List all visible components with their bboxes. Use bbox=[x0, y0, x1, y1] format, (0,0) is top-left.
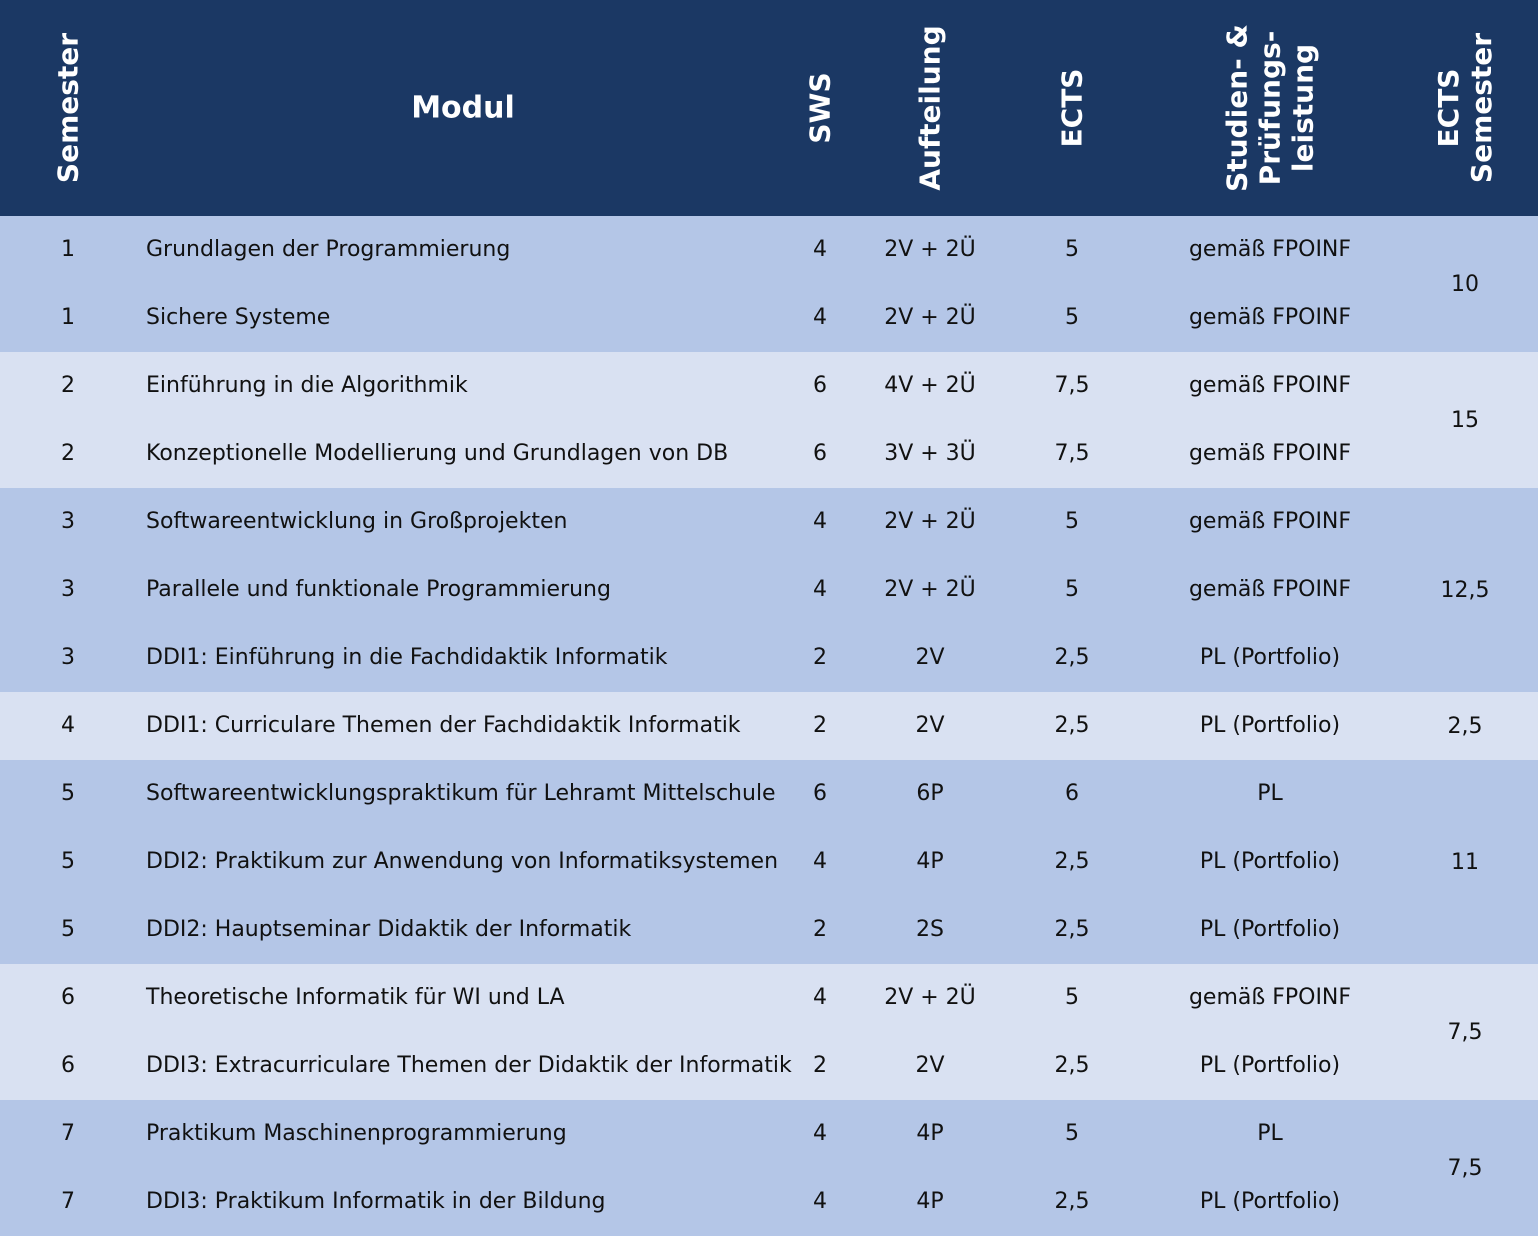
table-row bbox=[0, 1032, 1538, 1100]
ects-semester-cell: 12,5 bbox=[1440, 577, 1490, 603]
ects-semester-cell: 7,5 bbox=[1447, 1155, 1483, 1181]
header-aufteilung bbox=[860, 0, 1000, 216]
ects-semester-cell: 11 bbox=[1451, 849, 1479, 875]
table-row bbox=[0, 556, 1538, 624]
table-row bbox=[0, 896, 1538, 964]
leistung-cell: PL (Portfolio) bbox=[1199, 713, 1341, 738]
aufteilung-cell: 2V + 2Ü bbox=[884, 985, 976, 1010]
modul-cell: Theoretische Informatik für WI und LA bbox=[146, 985, 565, 1010]
table-row bbox=[0, 828, 1538, 896]
semester-cell: 7 bbox=[61, 1121, 75, 1146]
aufteilung-cell: 2S bbox=[916, 917, 944, 942]
ects-cell: 5 bbox=[1065, 237, 1079, 262]
leistung-cell: gemäß FPOINF bbox=[1188, 441, 1352, 466]
modul-cell: DDI2: Praktikum zur Anwendung von Informatiksystemen bbox=[146, 849, 779, 874]
sws-cell: 4 bbox=[813, 509, 827, 534]
ects-semester-cell: 15 bbox=[1451, 407, 1479, 433]
table-row bbox=[0, 284, 1538, 352]
semester-cell: 5 bbox=[61, 781, 75, 806]
semester-cell: 6 bbox=[61, 985, 75, 1010]
modul-cell: Einführung in die Algorithmik bbox=[146, 373, 468, 398]
table-row bbox=[0, 488, 1538, 556]
modul-cell: Softwareentwicklung in Großprojekten bbox=[146, 509, 568, 534]
aufteilung-cell: 4V + 2Ü bbox=[884, 373, 976, 398]
table-row bbox=[0, 1168, 1538, 1236]
semester-cell: 2 bbox=[61, 441, 75, 466]
modul-cell: DDI2: Hauptseminar Didaktik der Informatik bbox=[146, 917, 632, 942]
semester-cell: 6 bbox=[61, 1053, 75, 1078]
leistung-cell: gemäß FPOINF bbox=[1188, 577, 1352, 602]
ects-cell: 7,5 bbox=[1054, 373, 1090, 398]
modul-cell: DDI1: Einführung in die Fachdidaktik Informatik bbox=[146, 645, 668, 670]
table-row bbox=[0, 760, 1538, 828]
sws-cell: 2 bbox=[813, 917, 827, 942]
header-semester-label: Semester bbox=[51, 32, 85, 184]
ects-cell: 2,5 bbox=[1054, 1189, 1090, 1214]
aufteilung-cell: 3V + 3Ü bbox=[884, 441, 976, 466]
sws-cell: 6 bbox=[813, 373, 827, 398]
sws-cell: 4 bbox=[813, 985, 827, 1010]
aufteilung-cell: 2V bbox=[915, 713, 945, 738]
aufteilung-cell: 4P bbox=[916, 849, 944, 874]
table-row bbox=[0, 964, 1538, 1032]
semester-cell: 5 bbox=[61, 849, 75, 874]
semester-cell: 3 bbox=[61, 509, 75, 534]
leistung-cell: gemäß FPOINF bbox=[1188, 509, 1352, 534]
header-modul-label: Modul bbox=[411, 90, 515, 126]
semester-cell: 4 bbox=[61, 713, 75, 738]
ects-semester-cell: 7,5 bbox=[1447, 1019, 1483, 1045]
sws-cell: 4 bbox=[813, 237, 827, 262]
header-leistung bbox=[1150, 0, 1390, 216]
semester-cell: 7 bbox=[61, 1189, 75, 1214]
semester-cell: 5 bbox=[61, 917, 75, 942]
ects-cell: 5 bbox=[1065, 985, 1079, 1010]
ects-cell: 2,5 bbox=[1054, 917, 1090, 942]
semester-cell: 2 bbox=[61, 373, 75, 398]
modul-cell: Sichere Systeme bbox=[146, 305, 331, 330]
aufteilung-cell: 2V + 2Ü bbox=[884, 509, 976, 534]
semester-group bbox=[0, 488, 1538, 692]
semester-group bbox=[0, 352, 1538, 488]
aufteilung-cell: 6P bbox=[916, 781, 944, 806]
sws-cell: 6 bbox=[813, 441, 827, 466]
ects-cell: 5 bbox=[1065, 1121, 1079, 1146]
aufteilung-cell: 4P bbox=[916, 1121, 944, 1146]
header-ects-semester-line-2: Semester bbox=[1465, 32, 1498, 184]
table-row bbox=[0, 692, 1538, 760]
header-sws bbox=[790, 0, 850, 216]
header-ects bbox=[1022, 0, 1122, 216]
semester-group bbox=[0, 760, 1538, 964]
semester-cell: 1 bbox=[61, 237, 75, 262]
aufteilung-cell: 4P bbox=[916, 1189, 944, 1214]
modul-cell: Konzeptionelle Modellierung und Grundlagen von DB bbox=[146, 441, 729, 466]
table-row bbox=[0, 624, 1538, 692]
sws-cell: 4 bbox=[813, 305, 827, 330]
sws-cell: 4 bbox=[813, 1189, 827, 1214]
leistung-cell: PL (Portfolio) bbox=[1199, 1189, 1341, 1214]
ects-cell: 6 bbox=[1065, 781, 1079, 806]
sws-cell: 4 bbox=[813, 849, 827, 874]
header-leistung-line-2: Prüfungs- bbox=[1253, 30, 1287, 186]
leistung-cell: gemäß FPOINF bbox=[1188, 373, 1352, 398]
sws-cell: 4 bbox=[813, 577, 827, 602]
header-ects-semester bbox=[1395, 0, 1535, 216]
ects-cell: 5 bbox=[1065, 509, 1079, 534]
leistung-cell: PL (Portfolio) bbox=[1199, 645, 1341, 670]
leistung-cell: PL bbox=[1257, 1121, 1283, 1146]
leistung-cell: PL (Portfolio) bbox=[1199, 849, 1341, 874]
ects-cell: 5 bbox=[1065, 305, 1079, 330]
ects-cell: 2,5 bbox=[1054, 1053, 1090, 1078]
leistung-cell: gemäß FPOINF bbox=[1188, 237, 1352, 262]
modul-cell: Praktikum Maschinenprogrammierung bbox=[146, 1121, 567, 1146]
sws-cell: 2 bbox=[813, 1053, 827, 1078]
header-leistung-line-3: leistung bbox=[1286, 43, 1320, 173]
leistung-cell: gemäß FPOINF bbox=[1188, 305, 1352, 330]
table-header bbox=[0, 0, 1538, 216]
header-ects-semester-line-1: ECTS bbox=[1431, 68, 1465, 148]
aufteilung-cell: 2V + 2Ü bbox=[884, 305, 976, 330]
modul-cell: DDI3: Praktikum Informatik in der Bildung bbox=[146, 1189, 606, 1214]
semester-cell: 1 bbox=[61, 305, 75, 330]
ects-cell: 2,5 bbox=[1054, 849, 1090, 874]
ects-cell: 2,5 bbox=[1054, 713, 1090, 738]
sws-cell: 2 bbox=[813, 713, 827, 738]
aufteilung-cell: 2V + 2Ü bbox=[884, 577, 976, 602]
semester-group bbox=[0, 964, 1538, 1100]
sws-cell: 4 bbox=[813, 1121, 827, 1146]
ects-cell: 5 bbox=[1065, 577, 1079, 602]
header-ects-label: ECTS bbox=[1055, 68, 1089, 148]
aufteilung-cell: 2V bbox=[915, 645, 945, 670]
ects-semester-cell: 10 bbox=[1451, 271, 1479, 297]
semester-group bbox=[0, 692, 1538, 760]
semester-cell: 3 bbox=[61, 645, 75, 670]
ects-cell: 7,5 bbox=[1054, 441, 1090, 466]
semester-cell: 3 bbox=[61, 577, 75, 602]
sws-cell: 2 bbox=[813, 645, 827, 670]
header-sws-label: SWS bbox=[803, 72, 837, 144]
semester-group bbox=[0, 216, 1538, 352]
modul-cell: DDI3: Extracurriculare Themen der Didaktik der Informatik bbox=[146, 1053, 792, 1078]
header-aufteilung-label: Aufteilung bbox=[913, 25, 947, 191]
modul-cell: DDI1: Curriculare Themen der Fachdidaktik Informatik bbox=[146, 713, 741, 738]
aufteilung-cell: 2V + 2Ü bbox=[884, 237, 976, 262]
table-row bbox=[0, 1100, 1538, 1168]
ects-semester-cell: 2,5 bbox=[1447, 713, 1483, 739]
modul-cell: Parallele und funktionale Programmierung bbox=[146, 577, 611, 602]
modul-cell: Softwareentwicklungspraktikum für Lehramt Mittelschule bbox=[146, 781, 776, 806]
modul-cell: Grundlagen der Programmierung bbox=[146, 237, 511, 262]
leistung-cell: PL (Portfolio) bbox=[1199, 1053, 1341, 1078]
header-leistung-line-1: Studien- & bbox=[1220, 24, 1254, 192]
leistung-cell: gemäß FPOINF bbox=[1188, 985, 1352, 1010]
table-row bbox=[0, 352, 1538, 420]
table-row bbox=[0, 420, 1538, 488]
aufteilung-cell: 2V bbox=[915, 1053, 945, 1078]
semester-group bbox=[0, 1100, 1538, 1236]
header-semester bbox=[0, 0, 136, 216]
leistung-cell: PL (Portfolio) bbox=[1199, 917, 1341, 942]
leistung-cell: PL bbox=[1257, 781, 1283, 806]
table-row bbox=[0, 216, 1538, 284]
ects-cell: 2,5 bbox=[1054, 645, 1090, 670]
sws-cell: 6 bbox=[813, 781, 827, 806]
